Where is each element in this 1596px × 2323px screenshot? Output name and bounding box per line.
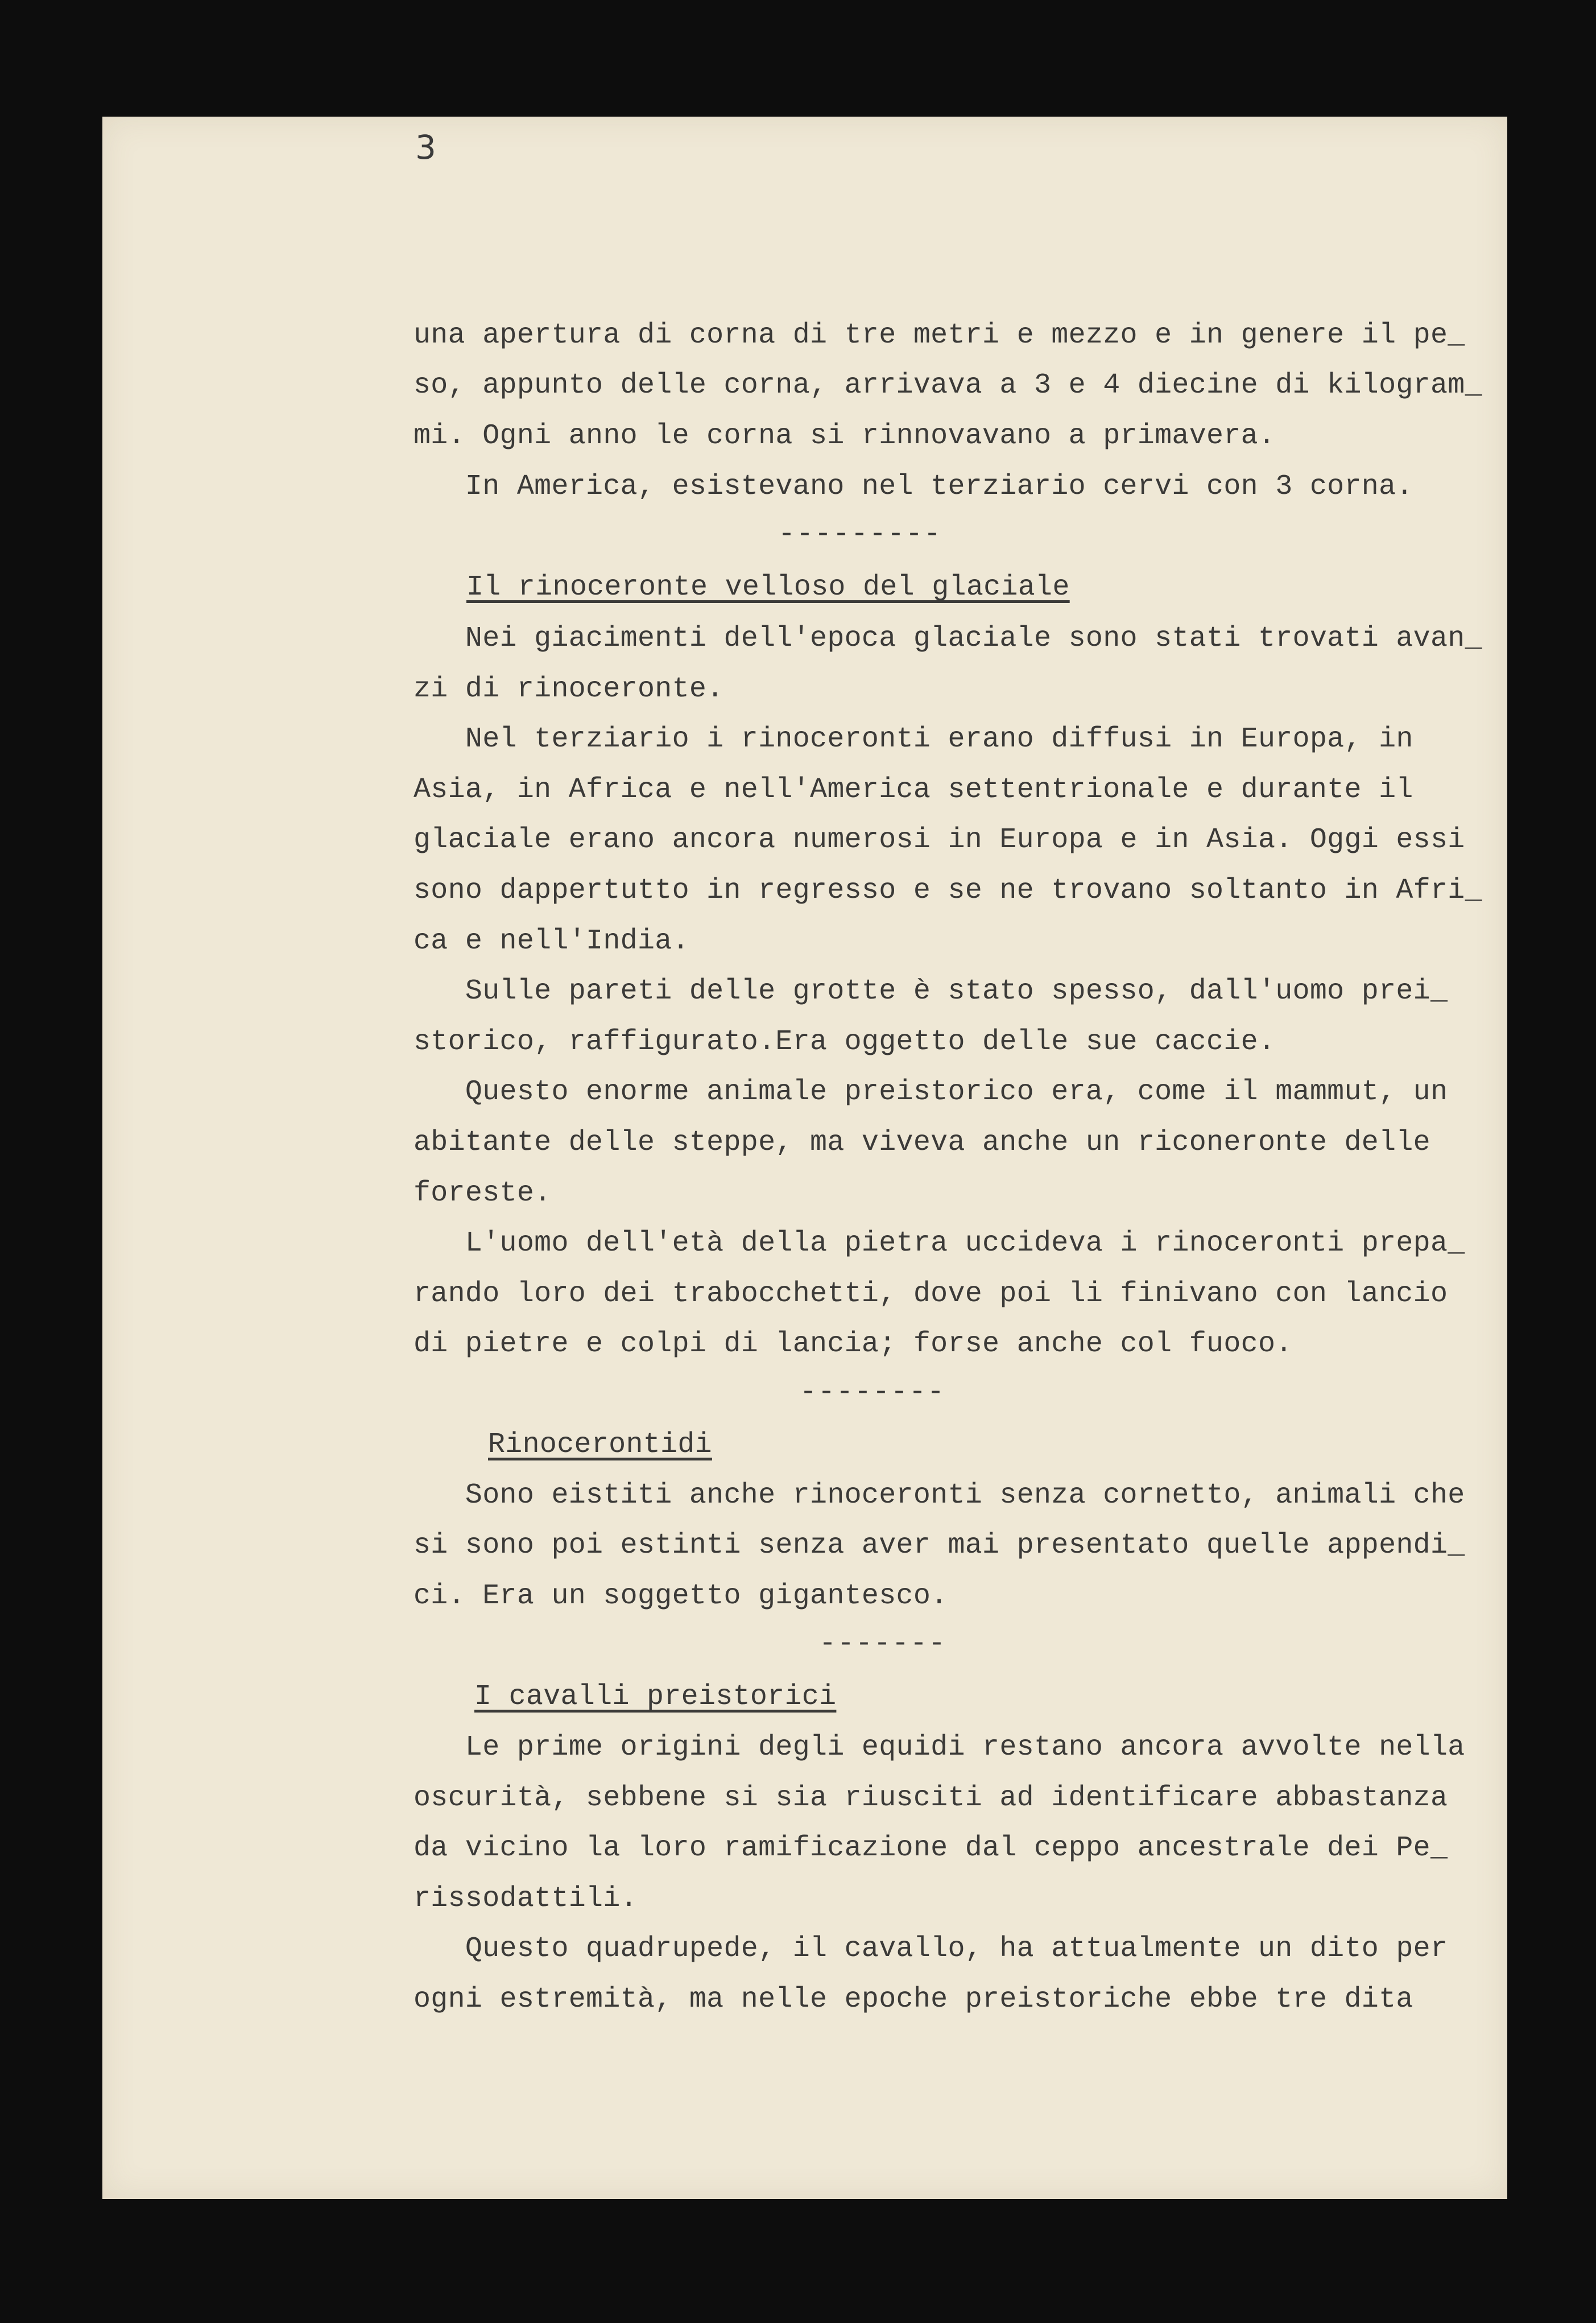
section-separator: --------- (778, 518, 942, 551)
text-line: Questo enorme animale preistorico era, come il mammut, un (414, 1076, 1448, 1108)
text-line: una apertura di corna di tre metri e mezzo e in genere il pe_ (414, 319, 1465, 352)
text-line: Sono eistiti anche rinoceronti senza cornetto, animali che (414, 1479, 1465, 1512)
text-line: oscurità, sebbene si sia riusciti ad identificare abbastanza (414, 1782, 1448, 1814)
page-number: 3 (415, 128, 436, 167)
text-line: zi di rinoceronte. (414, 673, 724, 705)
text-line: mi. Ogni anno le corna si rinnovavano a primavera. (414, 420, 1276, 452)
text-line: so, appunto delle corna, arrivava a 3 e 4 diecine di kilogram_ (414, 369, 1482, 402)
text-line: Questo quadrupede, il cavallo, ha attualmente un dito per (414, 1933, 1448, 1965)
text-line: Sulle pareti delle grotte è stato spesso, dall'uomo prei_ (414, 975, 1448, 1008)
section-separator: ------- (819, 1628, 947, 1660)
text-line: glaciale erano ancora numerosi in Europa e in Asia. Oggi essi (414, 824, 1465, 856)
text-line: ogni estremità, ma nelle epoche preistoriche ebbe tre dita (414, 1983, 1413, 2016)
text-line: In America, esistevano nel terziario cervi con 3 corna. (414, 471, 1413, 503)
section-separator: -------- (800, 1376, 946, 1409)
text-line: di pietre e colpi di lancia; forse anche col fuoco. (414, 1328, 1293, 1360)
text-line: sono dappertutto in regresso e se ne trovano soltanto in Afri_ (414, 874, 1482, 907)
text-line: L'uomo dell'età della pietra uccideva i rinoceronti prepa_ (414, 1227, 1465, 1260)
text-line: rissodattili. (414, 1883, 638, 1915)
section-heading: I cavalli preistorici (474, 1681, 837, 1713)
text-line: Asia, in Africa e nell'America settentrionale e durante il (414, 774, 1413, 806)
text-line: rando loro dei trabocchetti, dove poi li finivano con lancio (414, 1278, 1448, 1310)
section-heading: Il rinoceronte velloso del glaciale (466, 571, 1070, 604)
text-line: storico, raffigurato.Era oggetto delle sue caccie. (414, 1026, 1276, 1058)
text-line: si sono poi estinti senza aver mai presentato quelle appendi_ (414, 1529, 1465, 1562)
text-line: Nei giacimenti dell'epoca glaciale sono stati trovati avan_ (414, 622, 1482, 655)
text-line: foreste. (414, 1177, 552, 1210)
text-line: Nel terziario i rinoceronti erano diffusi in Europa, in (414, 723, 1413, 756)
text-line: ci. Era un soggetto gigantesco. (414, 1580, 948, 1612)
text-line: da vicino la loro ramificazione dal ceppo ancestrale dei Pe_ (414, 1832, 1448, 1864)
text-line: Le prime origini degli equidi restano ancora avvolte nella (414, 1731, 1465, 1764)
text-line: ca e nell'India. (414, 925, 689, 958)
text-line: abitante delle steppe, ma viveva anche un riconeronte delle (414, 1127, 1430, 1159)
section-heading: Rinocerontidi (488, 1429, 712, 1461)
